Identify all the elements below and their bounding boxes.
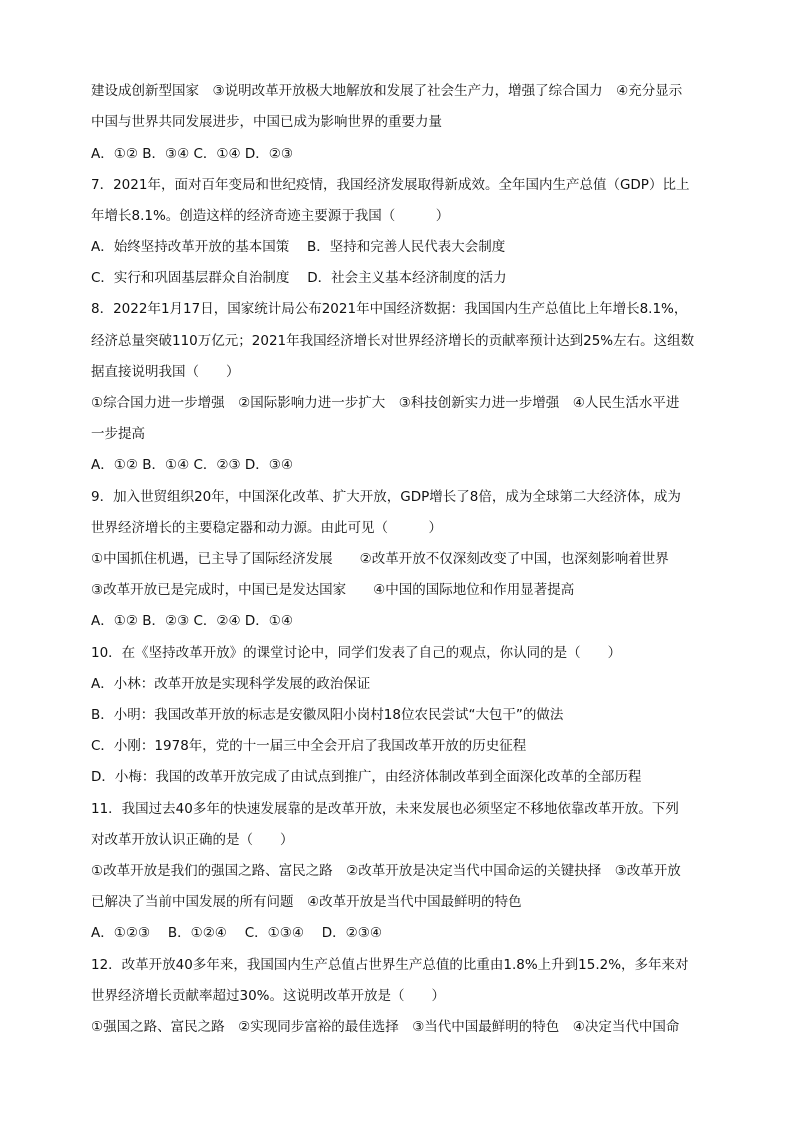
text-line: 一步提高 xyxy=(91,426,145,442)
text-line: 12．改革开放40多年来，我国国内生产总值占世界生产总值的比重由1.8%上升到15.2%，多年来对 xyxy=(91,957,689,973)
text-line: D．小梅：我国的改革开放完成了由试点到推广，由经济体制改革到全面深化改革的全部历程 xyxy=(91,769,642,785)
text-line: 对改革开放认识正确的是（ ） xyxy=(91,832,294,848)
text-line: ①改革开放是我们的强国之路、富民之路 ②改革开放是决定当代中国命运的关键抉择 ③改革开放 xyxy=(91,863,681,879)
text-line: ①综合国力进一步增强 ②国际影响力进一步扩大 ③科技创新实力进一步增强 ④人民生活水平进 xyxy=(91,395,680,411)
text-line: 中国与世界共同发展进步，中国已成为影响世界的重要力量 xyxy=(91,114,442,130)
text-line: 7．2021年，面对百年变局和世纪疫情，我国经济发展取得新成效。全年国内生产总值（GDP）比上 xyxy=(91,177,690,193)
text-line: 9．加入世贸组织20年，中国深化改革、扩大开放，GDP增长了8倍，成为全球第二大经济体，成为 xyxy=(91,489,681,505)
text-line: A．①② B．②③ C．②④ D．①④ xyxy=(91,613,294,629)
text-line: A．①② B．③④ C．①④ D．②③ xyxy=(91,146,294,162)
text-line: 已解决了当前中国发展的所有问题 ④改革开放是当代中国最鲜明的特色 xyxy=(91,894,522,910)
text-line: ③改革开放已是完成时，中国已是发达国家 ④中国的国际地位和作用显著提高 xyxy=(91,582,575,598)
text-line: A．①② B．①④ C．②③ D．③④ xyxy=(91,457,294,473)
text-line: 据直接说明我国（ ） xyxy=(91,364,240,380)
text-line: 建设成创新型国家 ③说明改革开放极大地解放和发展了社会生产力，增强了综合国力 ④充分显示 xyxy=(91,83,683,99)
text-line: 8．2022年1月17日，国家统计局公布2021年中国经济数据：我国国内生产总值比上年增长8.1%， xyxy=(91,301,688,317)
text-line: ①中国抓住机遇，已主导了国际经济发展 ②改革开放不仅深刻改变了中国，也深刻影响着世界 xyxy=(91,551,669,567)
text-line: 世界经济增长贡献率超过30%。这说明改革开放是（ ） xyxy=(91,988,446,1004)
text-line: 世界经济增长的主要稳定器和动力源。由此可见（ ） xyxy=(91,520,442,536)
text-line: C．小刚：1978年，党的十一届三中全会开启了我国改革开放的历史征程 xyxy=(91,738,527,754)
text-line: A．①②③ B．①②④ C．①③④ D．②③④ xyxy=(91,925,382,941)
text-line: 经济总量突破110万亿元；2021年我国经济增长对世界经济增长的贡献率预计达到25%左右。这组数 xyxy=(91,333,695,349)
text-line: C．实行和巩固基层群众自治制度 D．社会主义基本经济制度的活力 xyxy=(91,270,507,286)
text-line: 年增长8.1%。创造这样的经济奇迹主要源于我国（ ） xyxy=(91,208,450,224)
text-line: 10．在《坚持改革开放》的课堂讨论中，同学们发表了自己的观点，你认同的是（ ） xyxy=(91,645,622,661)
text-line: ①强国之路、富民之路 ②实现同步富裕的最佳选择 ③当代中国最鲜明的特色 ④决定当代中国命 xyxy=(91,1019,680,1035)
text-line: B．小明：我国改革开放的标志是安徽凤阳小岗村18位农民尝试“大包干”的做法 xyxy=(91,707,564,723)
text-line: A．小林：改革开放是实现科学发展的政治保证 xyxy=(91,676,371,692)
text-line: A．始终坚持改革开放的基本国策 B．坚持和完善人民代表大会制度 xyxy=(91,239,506,255)
text-line: 11．我国过去40多年的快速发展靠的是改革开放，未来发展也必须坚定不移地依靠改革开放。下列 xyxy=(91,801,679,817)
